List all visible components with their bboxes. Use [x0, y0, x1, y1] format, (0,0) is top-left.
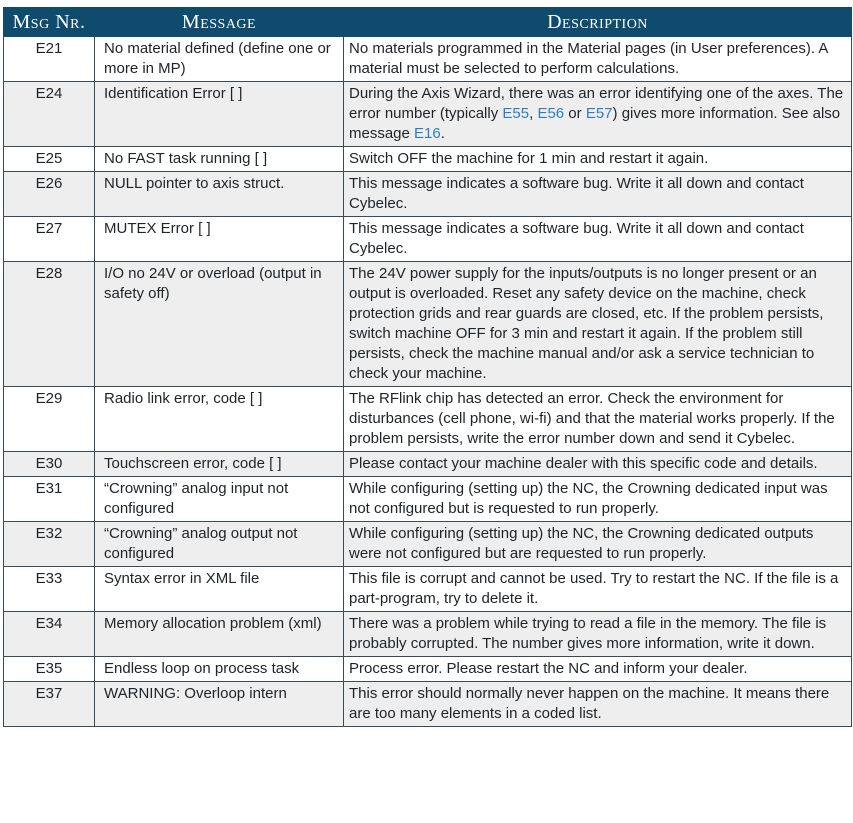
description-cell [344, 82, 852, 147]
msg-nr-cell: E33 [4, 567, 95, 612]
msg-nr-cell: E21 [4, 37, 95, 82]
message-cell: “Crowning” analog output not configured [95, 522, 344, 567]
msg-nr-cell: E37 [4, 682, 95, 727]
description-cell: This file is corrupt and cannot be used. Try to restart the NC. If the file is a part-program, try to delete it. [344, 567, 852, 612]
table-row [4, 37, 852, 82]
table-row [4, 522, 852, 567]
message-cell: No material defined (define one or more in MP) [95, 37, 344, 82]
table-row [4, 657, 852, 682]
table-row [4, 82, 852, 147]
table-row [4, 147, 852, 172]
description-cell: The RFlink chip has detected an error. Check the environment for disturbances (cell phone, wi-fi) and that the material works properly. If the problem persists, write the error number down and send it Cybelec. [344, 387, 852, 452]
table-row [4, 477, 852, 522]
table-body [4, 37, 852, 727]
table-header [4, 8, 852, 37]
message-cell: Endless loop on process task [95, 657, 344, 682]
description-cell: Please contact your machine dealer with this specific code and details. [344, 452, 852, 477]
msg-nr-cell: E28 [4, 262, 95, 387]
description-cell: This message indicates a software bug. Write it all down and contact Cybelec. [344, 217, 852, 262]
table-row [4, 172, 852, 217]
description-text: ) gives more information. See also message [349, 105, 841, 142]
description-cell: Switch OFF the machine for 1 min and restart it again. [344, 147, 852, 172]
header-msg-nr: Msg Nr. [4, 8, 95, 37]
message-cell: I/O no 24V or overload (output in safety off) [95, 262, 344, 387]
message-link-e56[interactable]: E56 [537, 105, 565, 122]
msg-nr-cell: E31 [4, 477, 95, 522]
message-cell: Identification Error [ ] [95, 82, 344, 147]
header-message: Message [95, 8, 344, 37]
message-link-e57[interactable]: E57 [585, 105, 613, 122]
msg-nr-cell: E32 [4, 522, 95, 567]
table-row [4, 262, 852, 387]
description-cell: While configuring (setting up) the NC, the Crowning dedicated outputs were not configured but are requested to run properly. [344, 522, 852, 567]
error-messages-table [3, 7, 852, 727]
table-row [4, 682, 852, 727]
msg-nr-cell: E34 [4, 612, 95, 657]
message-link-e55[interactable]: E55 [502, 105, 530, 122]
header-row [4, 8, 852, 37]
message-cell: “Crowning” analog input not configured [95, 477, 344, 522]
message-cell: Memory allocation problem (xml) [95, 612, 344, 657]
message-cell: WARNING: Overloop intern [95, 682, 344, 727]
message-cell: Touchscreen error, code [ ] [95, 452, 344, 477]
table-row [4, 567, 852, 612]
description-cell: This message indicates a software bug. Write it all down and contact Cybelec. [344, 172, 852, 217]
table-row [4, 387, 852, 452]
msg-nr-cell: E30 [4, 452, 95, 477]
message-cell: Radio link error, code [ ] [95, 387, 344, 452]
msg-nr-cell: E29 [4, 387, 95, 452]
description-cell: Process error. Please restart the NC and inform your dealer. [344, 657, 852, 682]
header-description: Description [344, 8, 852, 37]
description-text: or [564, 105, 586, 122]
message-cell: No FAST task running [ ] [95, 147, 344, 172]
message-cell: MUTEX Error [ ] [95, 217, 344, 262]
description-cell: While configuring (setting up) the NC, the Crowning dedicated input was not configured but is requested to run properly. [344, 477, 852, 522]
message-link-e16[interactable]: E16 [414, 125, 441, 142]
msg-nr-cell: E35 [4, 657, 95, 682]
description-text: During the Axis Wizard, there was an error identifying one of the axes. The error number (typically [349, 85, 844, 122]
msg-nr-cell: E25 [4, 147, 95, 172]
msg-nr-cell: E24 [4, 82, 95, 147]
description-cell: This error should normally never happen on the machine. It means there are too many elements in a coded list. [344, 682, 852, 727]
table-row [4, 612, 852, 657]
msg-nr-cell: E26 [4, 172, 95, 217]
description-cell: No materials programmed in the Material pages (in User preferences). A material must be selected to perform calculations. [344, 37, 852, 82]
description-text: , [529, 105, 538, 122]
table-row [4, 452, 852, 477]
description-text: . [440, 125, 445, 142]
message-cell: Syntax error in XML file [95, 567, 344, 612]
description-cell: The 24V power supply for the inputs/outputs is no longer present or an output is overloaded. Reset any safety device on the machine, check protection grids and rear guards are closed, etc. If the problem persists, switch machine OFF for 3 min and restart it again. If the problem still persists, check the machine manual and/or ask a service technician to check your machine. [344, 262, 852, 387]
msg-nr-cell: E27 [4, 217, 95, 262]
message-cell: NULL pointer to axis struct. [95, 172, 344, 217]
table-row [4, 217, 852, 262]
description-cell: There was a problem while trying to read a file in the memory. The file is probably corrupted. The number gives more information, write it down. [344, 612, 852, 657]
